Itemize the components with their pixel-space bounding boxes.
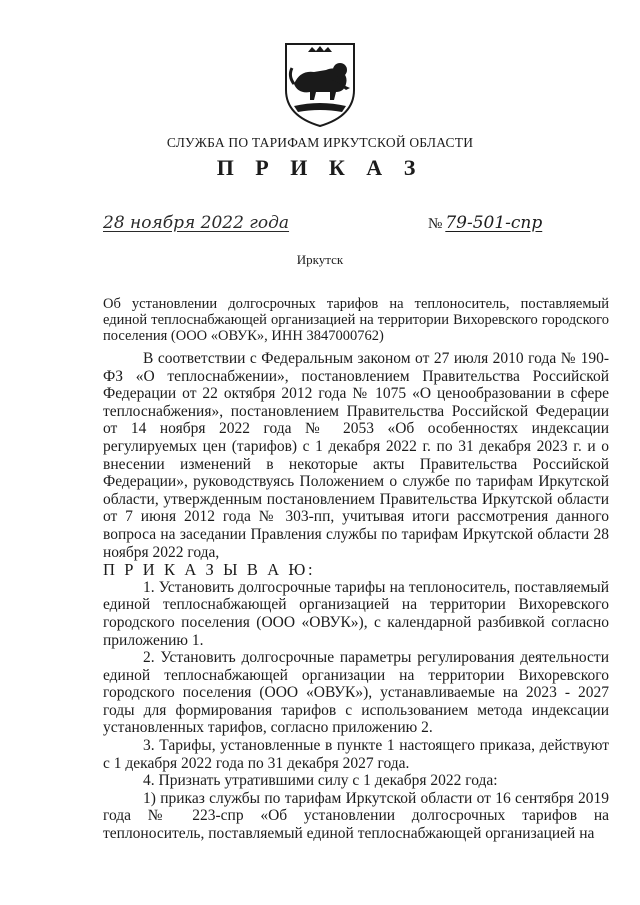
order-keyword: П Р И К А З Ы В А Ю: [103, 560, 316, 580]
document-title: П Р И К А З [216, 155, 424, 180]
order-subject: Об установлении долгосрочных тарифов на теплоноситель, поставляемый единой теплоснабжающей организацией на территории Вихоревского городского поселения (ООО «ОВУК», ИНН 3847000762) [103, 296, 609, 344]
order-item-3: 3. Тарифы, установленные в пункте 1 настоящего приказа, действуют с 1 декабря 2022 года по 31 декабря 2027 года. [103, 737, 609, 772]
order-item-1: 1. Установить долгосрочные тарифы на теплоноситель, поставляемый единой теплоснабжающей организацией на территории Вихоревского городского поселения (ООО «ОВУК»), с календарной разбивкой согласно приложению 1. [103, 578, 609, 649]
coat-of-arms-icon [280, 40, 360, 130]
preamble-paragraph: В соответствии с Федеральным законом от 27 июля 2010 года № 190-ФЗ «О теплоснабжении», постановлением Правительства Российской Федерации от 22 октября 2012 года № 1075 «О ценообразовании в сфере теплоснабжения», постановлением Правительства Российской Федерации от 14 ноября 2022 года № 2053 «Об особенностях индексации регулируемых цен (тарифов) с 1 декабря 2022 г. по 31 декабря 2023 г. и о внесении изменений в некоторые акты Правительства Российской Федерации», руководствуясь Положением о службе по тарифам Иркутской области, утвержденным постановлением Правительства Иркутской области от 7 июня 2012 года № 303-пп, учитывая итоги рассмотрения данного вопроса на заседании Правления службы по тарифам Иркутской области 28 ноября 2022 года, [103, 350, 609, 561]
order-item-2: 2. Установить долгосрочные параметры регулирования деятельности единой теплоснабжающей организации на территории Вихоревского городского поселения (ООО «ОВУК»), устанавливаемые на 2023 - 2027 годы для формирования тарифов с использованием метода индексации установленных тарифов, согласно приложению 2. [103, 649, 609, 737]
city-name: Иркутск [296, 252, 344, 267]
order-body [103, 350, 609, 843]
handwritten-number: 79-501-спр [445, 213, 543, 233]
agency-name: СЛУЖБА ПО ТАРИФАМ ИРКУТСКОЙ ОБЛАСТИ [166, 135, 474, 150]
order-subitem-1: 1) приказ службы по тарифам Иркутской области от 16 сентября 2019 года № 223-спр «Об установлении долгосрочных тарифов на теплоноситель, поставляемый единой теплоснабжающей организацией на [103, 789, 609, 843]
document-number [428, 213, 542, 233]
order-item-4: 4. Признать утратившими силу с 1 декабря 2022 года: [143, 772, 498, 790]
handwritten-date: 28 ноября 2022 года [103, 213, 290, 233]
number-prefix: № [428, 216, 443, 232]
